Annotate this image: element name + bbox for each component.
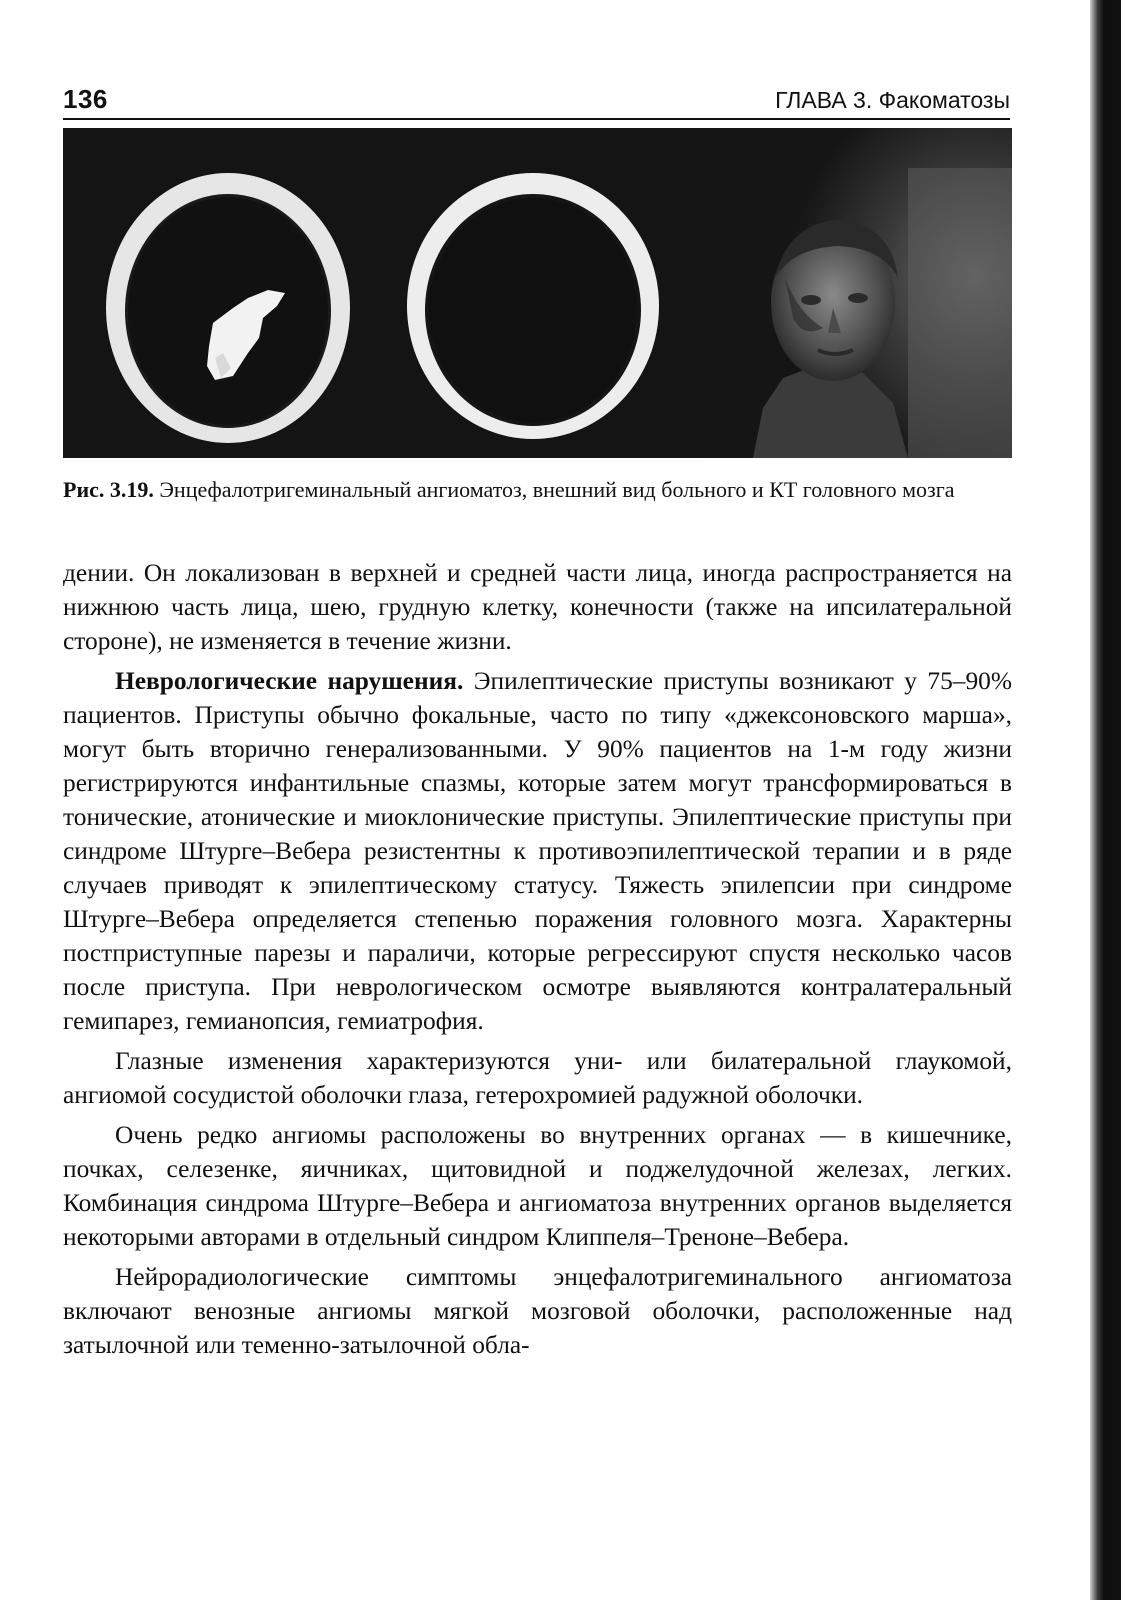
figure-image bbox=[63, 128, 1012, 458]
running-head bbox=[63, 82, 1010, 120]
figure-3-19 bbox=[63, 128, 1012, 458]
ct-scan-left bbox=[106, 173, 350, 443]
caption-text: Энцефалотригеминальный ангиоматоз, внешний вид больного и КТ головного мозга bbox=[159, 477, 955, 502]
paragraph-2-text: Эпилептические приступы возникают у 75–90% пациентов. Приступы обычно фокальные, часто по типу «джексоновского марша», могут быть вторично генерализованными. У 90% пациентов на 1-м году жизни регистрируются инфантильные спазмы, которые затем могут трансформироваться в тонические, атонические и миоклонические приступы. Эпилептические приступы при синдроме Штурге–Вебера резистентны к противоэпилептической терапии и в ряде случаев приводят к эпилептическому статусу. Тяжесть эпилепсии при синдроме Штурге–Вебера определяется степенью поражения головного мозга. Характерны постприступные парезы и параличи, которые регрессируют спустя несколько часов после приступа. При неврологическом осмотре выявляются контралатеральный гемипарез, гемианопсия, гемиатрофия. bbox=[63, 667, 1012, 1035]
ct-scan-right bbox=[407, 173, 659, 439]
chapter-title: ГЛАВА 3. Факоматозы bbox=[775, 87, 1010, 113]
paragraph-3: Глазные изменения характеризуются уни- или билатеральной глаукомой, ангиомой сосудистой оболочки глаза, гетерохромией радужной оболочки. bbox=[63, 1047, 1012, 1109]
body-text bbox=[63, 556, 1012, 1362]
paragraph-1: дении. Он локализован в верхней и средней части лица, иногда распространяется на нижнюю часть лица, шею, грудную клетку, конечности (также на ипсилатеральной стороне), не изменяется в течение жизни. bbox=[63, 559, 1012, 655]
figure-caption bbox=[63, 475, 1012, 505]
paragraph-2-heading: Неврологические нарушения. bbox=[115, 667, 464, 695]
page-binding-edge bbox=[1090, 0, 1121, 1600]
caption-label: Рис. 3.19. bbox=[63, 477, 154, 502]
page-number: 136 bbox=[63, 84, 108, 114]
paragraph-5: Нейрорадиологические симптомы энцефалотригеминального ангиоматоза включают венозные ангиомы мягкой мозговой оболочки, расположенные над затылочной или теменно-затылочной обла- bbox=[63, 1263, 1012, 1359]
paragraph-4: Очень редко ангиомы расположены во внутренних органах — в кишечнике, почках, селезенке, яичниках, щитовидной и поджелудочной железах, легких. Комбинация синдрома Штурге–Вебера и ангиоматоза внутренних органов выделяется некоторыми авторами в отдельный синдром Клиппеля–Треноне–Вебера. bbox=[63, 1121, 1012, 1251]
paragraph-2 bbox=[63, 664, 1012, 1038]
